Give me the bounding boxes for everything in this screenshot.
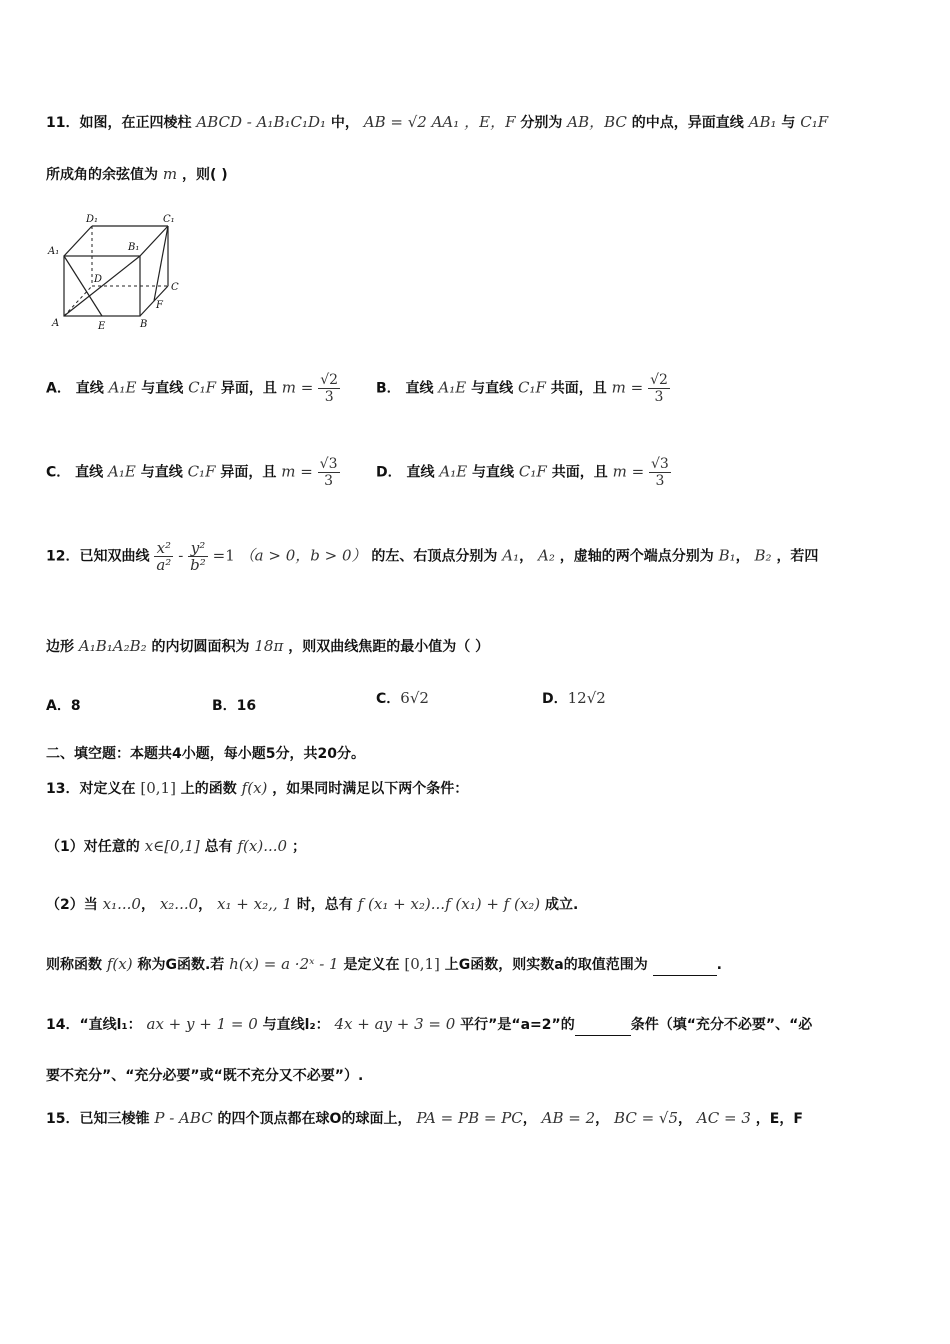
q11-option-c[interactable]: C． 直线 A₁E 与直线 C₁F 异面，且 m = $\frac{√3}{3}$: [46, 456, 338, 489]
q11-solid: ABCD - A₁B₁C₁D₁: [196, 113, 327, 131]
fraction-y: $\frac{\text{y²}}{\text{b²}}$: [190, 539, 206, 574]
q12-option-b[interactable]: B．16: [212, 698, 257, 714]
label-a: A: [52, 318, 60, 329]
answer-blank[interactable]: [653, 955, 717, 976]
q13-condition-1: （1）对任意的 x∈[0,1] 总有 f(x)...0 ；: [46, 837, 306, 855]
q11-option-a[interactable]: A． 直线 A₁E 与直线 C₁F 异面，且 m = $\frac{√2}{3}$: [46, 372, 339, 405]
q14-line1: 14．“直线l₁： ax + y + 1 = 0 与直线l₂： 4x + ay + 3 = 0 平行”是“a=2”的 条件（填“充分不必要”、“必: [46, 1014, 812, 1036]
q11-option-d[interactable]: D． 直线 A₁E 与直线 C₁F 共面，且 m = $\frac{√3}{3}$: [376, 456, 669, 489]
label-b1: B₁: [128, 242, 140, 253]
label-a1: A₁: [48, 246, 60, 257]
fraction: $\frac{√2}{3}$: [650, 372, 668, 405]
label-f: F: [156, 300, 163, 311]
label-c: C: [171, 282, 179, 293]
q13-line4: 则称函数 f(x) 称为G函数.若 h(x) = a ·2ˣ - 1 是定义在 [0,1] 上G函数，则实数a的取值范围为 .: [46, 954, 722, 976]
prism-figure: [46, 208, 186, 333]
fraction-x: $\frac{\text{x²}}{\text{a²}}$: [156, 539, 172, 574]
label-d: D: [94, 274, 103, 285]
q12-option-a[interactable]: A．8: [46, 698, 81, 714]
fraction: $\frac{√2}{3}$: [320, 372, 339, 405]
fraction: $\frac{√3}{3}$: [319, 456, 338, 489]
label-d1: D₁: [86, 214, 99, 225]
label-b: B: [140, 319, 148, 330]
q14-line2: 要不充分”、“充分必要”或“既不充分又不必要”）.: [46, 1068, 364, 1084]
q11-option-b[interactable]: B． 直线 A₁E 与直线 C₁F 共面，且 m = $\frac{√2}{3}$: [376, 372, 668, 405]
q11-line1: 11．如图，在正四棱柱 ABCD - A₁B₁C₁D₁ 中， AB = √2 AA₁ ，E，F 分别为 AB，BC 的中点，异面直线 AB₁ 与 C₁F: [46, 113, 829, 131]
q15-line1: 15．已知三棱锥 P - ABC 的四个顶点都在球O的球面上， PA = PB = PC， AB = 2， BC = √5， AC = 3 ，E，F: [46, 1109, 803, 1127]
q11-line2: 所成角的余弦值为 m ，则( ): [46, 165, 228, 183]
answer-blank[interactable]: [575, 1015, 631, 1036]
q12-option-c[interactable]: C．6√2: [376, 689, 429, 707]
q13-line1: 13．对定义在 [0,1] 上的函数 f(x) ，如果同时满足以下两个条件：: [46, 779, 469, 797]
q12-option-d[interactable]: D．12√2: [542, 689, 606, 707]
section-heading: 二、填空题：本题共4小题，每小题5分，共20分。: [46, 746, 365, 762]
q12-line2: 边形 A₁B₁A₂B₂ 的内切圆面积为 18π ，则双曲线焦距的最小值为（ ）: [46, 637, 490, 655]
fraction: $\frac{√3}{3}$: [651, 456, 669, 489]
q12-line1: 12．已知双曲线 $\frac{\text{x²}}{\text{a²}}$ - $\frac{\text{y²}}{\text{b²}}$ =1 （a > 0，b > 0） 的左、右顶点分别为 A₁， A₂ ，虚轴的两个端点分别为 B₁， B₂ ，若四: [46, 539, 819, 574]
q11-condition: AB = √2 AA₁: [363, 113, 460, 131]
q13-condition-2: （2）当 x₁...0， x₂...0， x₁ + x₂,, 1 时，总有 f (x₁ + x₂)...f (x₁) + f (x₂) 成立.: [46, 895, 579, 913]
label-c1: C₁: [163, 214, 175, 225]
label-e: E: [98, 321, 106, 332]
